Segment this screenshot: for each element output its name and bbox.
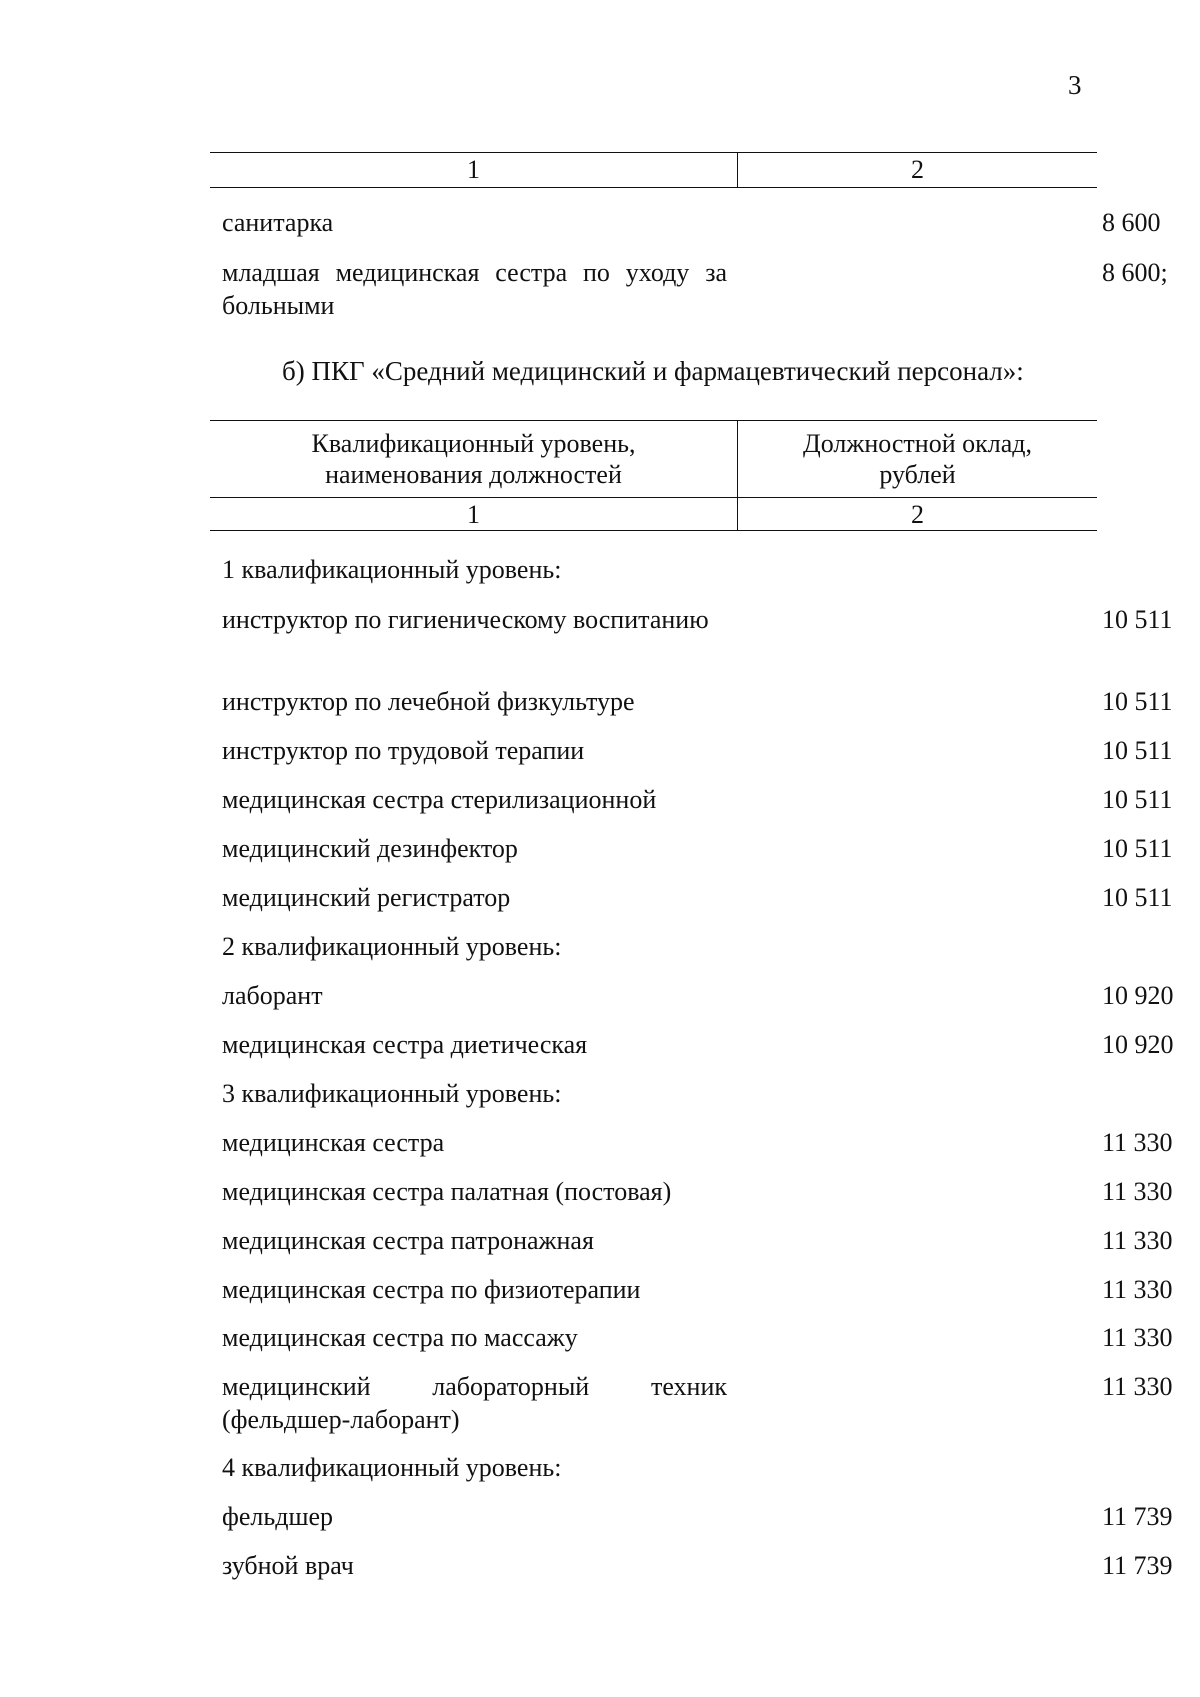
salary-value: 11 330 (1102, 1323, 1173, 1352)
position-name: медицинская сестра палатная (постовая) (222, 1177, 672, 1206)
salary-value: 11 330 (1102, 1226, 1173, 1255)
column-header-position-line2: наименования должностей (325, 460, 622, 489)
salary-value: 8 600; (1102, 258, 1168, 287)
salary-value: 11 330 (1102, 1372, 1173, 1401)
salary-value: 11 330 (1102, 1128, 1173, 1157)
table-row (222, 685, 1173, 718)
table-row (222, 1175, 1173, 1208)
position-name: зубной врач (222, 1551, 354, 1580)
qualification-level-title: 2 квалификационный уровень: (222, 932, 562, 961)
position-name: инструктор по лечебной физкультуре (222, 687, 635, 716)
salary-value: 10 511 (1102, 687, 1173, 716)
table-row (222, 603, 1173, 636)
section-heading: б) ПКГ «Средний медицинский и фармацевтический персонал»: (282, 356, 1024, 386)
position-name: медицинская сестра по массажу (222, 1323, 578, 1352)
table-row (222, 1028, 1174, 1061)
salary-value: 10 511 (1102, 736, 1173, 765)
position-name: медицинская сестра стерилизационной (222, 785, 657, 814)
table-row (222, 734, 1173, 767)
table-row (222, 1126, 1173, 1159)
table-row (222, 881, 1173, 914)
table-row (222, 206, 1161, 239)
position-name: фельдшер (222, 1502, 334, 1531)
salary-value: 10 511 (1102, 834, 1173, 863)
column-header-salary (738, 421, 1097, 497)
column-number-header (210, 152, 1097, 188)
salary-value: 10 920 (1102, 1030, 1174, 1059)
qualification-level-title: 3 квалификационный уровень: (222, 1079, 562, 1108)
position-name: медицинская сестра по физиотерапии (222, 1275, 641, 1304)
table-row (222, 256, 1168, 322)
salary-value: 10 920 (1102, 981, 1174, 1010)
column-header-position (210, 421, 738, 497)
table-row (222, 1370, 1173, 1436)
column-header-salary-line1: Должностной оклад, (803, 429, 1032, 458)
salary-value: 11 330 (1102, 1275, 1173, 1304)
table-row (222, 1549, 1173, 1582)
salary-value: 10 511 (1102, 605, 1173, 634)
position-name: медицинская сестра (222, 1128, 445, 1157)
table-row (222, 979, 1174, 1012)
table-row (222, 1321, 1173, 1354)
position-name: инструктор по трудовой терапии (222, 736, 585, 765)
column-number-2: 2 (911, 499, 924, 529)
column-number-1: 1 (210, 153, 738, 187)
position-name: санитарка (222, 208, 334, 237)
column-number-2: 2 (911, 155, 924, 184)
salary-value: 11 330 (1102, 1177, 1173, 1206)
salary-value: 8 600 (1102, 208, 1161, 237)
position-name: инструктор по гигиеническому воспитанию (222, 605, 709, 634)
qualification-level-title: 4 квалификационный уровень: (222, 1453, 562, 1482)
salary-value: 11 739 (1102, 1502, 1173, 1531)
qualification-level-title: 1 квалификационный уровень: (222, 555, 562, 584)
column-header-salary-line2: рублей (879, 460, 956, 489)
page-number: 3 (1068, 70, 1082, 100)
position-name: медицинский дезинфектор (222, 834, 518, 863)
table-row (222, 1224, 1173, 1257)
table-row (222, 783, 1173, 816)
column-number-1: 1 (210, 498, 738, 530)
position-name: медицинская сестра диетическая (222, 1030, 588, 1059)
column-header-position-line1: Квалификационный уровень, (311, 429, 636, 458)
position-name: лаборант (222, 981, 323, 1010)
salary-value: 10 511 (1102, 883, 1173, 912)
position-name: медицинский регистратор (222, 883, 511, 912)
table-row (222, 832, 1173, 865)
table-row (222, 1273, 1173, 1306)
salary-value: 10 511 (1102, 785, 1173, 814)
table-header (210, 420, 1097, 531)
position-name: медицинский лабораторный техник (фельдшер-лаборант) (222, 1372, 727, 1434)
salary-value: 11 739 (1102, 1551, 1173, 1580)
position-name: младшая медицинская сестра по уходу за больными (222, 258, 727, 320)
position-name: медицинская сестра патронажная (222, 1226, 594, 1255)
table-row (222, 1500, 1173, 1533)
